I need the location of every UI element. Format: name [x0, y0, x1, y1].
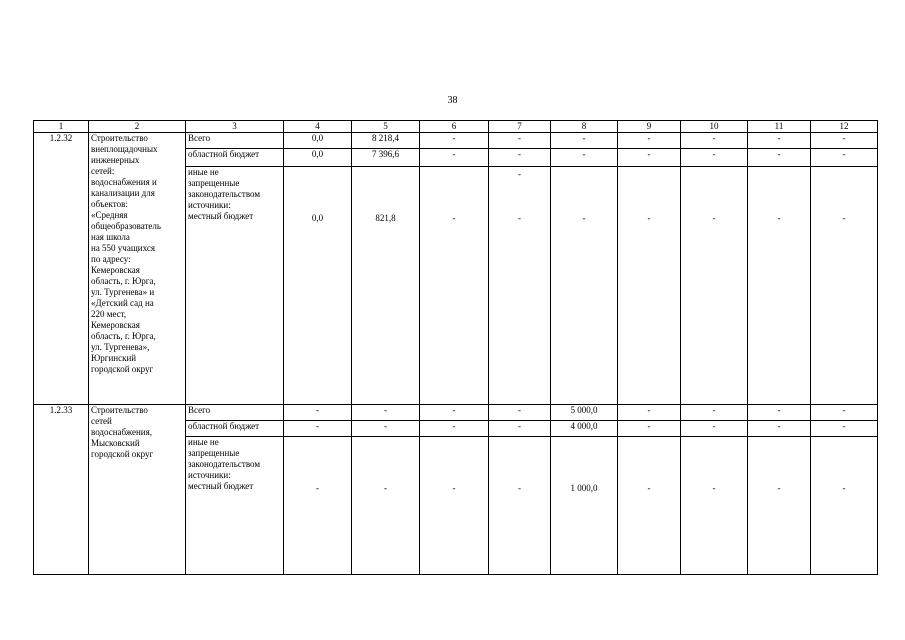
value-cell: - — [489, 405, 551, 421]
value-cell: - — [489, 133, 551, 149]
description-line: объектов: — [91, 199, 128, 209]
value-cell — [352, 167, 420, 405]
value-cell: 0,0 — [284, 133, 352, 149]
funding-source-line: Всего — [188, 405, 211, 415]
description-line: на 550 учащихся — [91, 243, 155, 253]
funding-source — [186, 421, 284, 437]
table-body — [34, 133, 878, 575]
funding-source — [186, 167, 284, 405]
value-cell: 7 396,6 — [352, 149, 420, 167]
header-cell: 5 — [352, 121, 420, 133]
description-line: ул. Тургенева», — [91, 342, 150, 352]
funding-source-line: иные не — [188, 167, 219, 177]
value-cell — [551, 167, 618, 405]
item-code: 1.2.32 — [34, 133, 89, 405]
value-cell — [420, 167, 489, 405]
page-number: 38 — [447, 95, 458, 106]
value-text: - — [452, 213, 456, 223]
funding-source-line: Всего — [188, 133, 211, 143]
header-row — [34, 121, 878, 133]
description-line: сетей — [91, 416, 112, 426]
value-cell — [681, 437, 748, 575]
value-cell — [489, 167, 551, 405]
value-cell — [618, 437, 681, 575]
funding-source — [186, 149, 284, 167]
value-cell — [618, 167, 681, 405]
value-text: - — [384, 483, 387, 493]
description-line: «Средняя — [91, 210, 128, 220]
funding-source-line: источники: — [188, 470, 231, 480]
table-row — [34, 405, 878, 421]
value-cell: - — [681, 149, 748, 167]
value-text: - — [316, 483, 319, 493]
value-cell: - — [618, 421, 681, 437]
value-cell — [420, 437, 489, 575]
description-line: ная школа — [91, 232, 130, 242]
header-cell: 12 — [811, 121, 878, 133]
funding-source-line: источники: — [188, 200, 231, 210]
value-cell: - — [748, 133, 811, 149]
description-line: городской округ — [91, 364, 154, 374]
value-text: 0,0 — [311, 213, 324, 223]
value-text: - — [842, 483, 846, 493]
value-text: - — [712, 213, 716, 223]
value-cell — [551, 437, 618, 575]
value-cell: - — [618, 133, 681, 149]
value-cell: - — [681, 405, 748, 421]
value-text: - — [842, 213, 846, 223]
header-cell: 2 — [89, 121, 186, 133]
funding-source-line: иные не — [188, 437, 219, 447]
item-description — [89, 133, 186, 405]
value-cell: - — [420, 133, 489, 149]
value-cell: - — [811, 149, 878, 167]
value-cell: - — [420, 405, 489, 421]
value-cell — [352, 437, 420, 575]
header-cell: 1 — [34, 121, 89, 133]
description-line: Кемеровская — [91, 320, 140, 330]
description-line: внеплощадочных — [91, 144, 158, 154]
value-text: - — [518, 213, 521, 223]
value-text: - — [518, 483, 521, 493]
value-cell: - — [811, 421, 878, 437]
description-line: водоснабжения и — [91, 177, 157, 187]
header-cell: 9 — [618, 121, 681, 133]
value-cell: - — [811, 133, 878, 149]
value-cell: - — [489, 149, 551, 167]
value-cell — [489, 437, 551, 575]
value-cell: 5 000,0 — [551, 405, 618, 421]
value-cell — [284, 167, 352, 405]
header-cell: 7 — [489, 121, 551, 133]
value-text: - — [777, 213, 781, 223]
description-line: ул. Тургенева» и — [91, 287, 155, 297]
value-text: - — [647, 213, 651, 223]
value-cell: - — [748, 405, 811, 421]
value-cell: - — [748, 149, 811, 167]
value-cell: - — [748, 421, 811, 437]
description-line: Кемеровская — [91, 265, 140, 275]
funding-source-line: областной бюджет — [188, 421, 260, 431]
header-cell: 8 — [551, 121, 618, 133]
header-cell: 10 — [681, 121, 748, 133]
description-line: канализации для — [91, 188, 155, 198]
description-line: общеобразователь — [91, 221, 161, 231]
header-cell: 4 — [284, 121, 352, 133]
value-text: - — [712, 483, 716, 493]
description-line: 220 мест, — [91, 309, 127, 319]
value-cell: - — [618, 405, 681, 421]
description-line: область, г. Юрга, — [91, 331, 156, 341]
value-cell — [748, 437, 811, 575]
description-line: по адресу: — [91, 254, 131, 264]
value-cell: - — [489, 421, 551, 437]
description-line: Строительство — [91, 133, 148, 143]
value-cell: - — [420, 421, 489, 437]
value-cell: - — [681, 133, 748, 149]
value-text: - — [582, 213, 586, 223]
value-text: - — [452, 483, 456, 493]
description-line: городской округ — [91, 449, 154, 459]
value-text: - — [647, 483, 651, 493]
funding-source-line: запрещенные — [188, 178, 240, 188]
description-line: Юргинский — [91, 353, 137, 363]
value-cell: - — [284, 421, 352, 437]
funding-source-line: местный бюджет — [188, 481, 254, 491]
value-cell — [681, 167, 748, 405]
value-cell: - — [681, 421, 748, 437]
value-text: 1 000,0 — [570, 483, 598, 493]
funding-source-line: запрещенные — [188, 448, 240, 458]
funding-source-line: областной бюджет — [188, 149, 260, 159]
value-cell: 0,0 — [284, 149, 352, 167]
description-line: инженерных — [91, 155, 140, 165]
funding-source-line: законодательством — [188, 459, 261, 469]
value-cell: - — [811, 405, 878, 421]
funding-source-line: местный бюджет — [188, 211, 254, 221]
funding-source — [186, 133, 284, 149]
item-code: 1.2.33 — [34, 405, 89, 575]
value-cell: - — [352, 421, 420, 437]
description-line: Строительство — [91, 405, 148, 415]
description-line: «Детский сад на — [91, 298, 154, 308]
value-cell: 4 000,0 — [551, 421, 618, 437]
value-cell: - — [618, 149, 681, 167]
description-line: сетей: — [91, 166, 115, 176]
description-line: область, г. Юрга, — [91, 276, 156, 286]
description-line: водоснабжения, — [91, 427, 153, 437]
budget-table — [33, 120, 878, 575]
table-row — [34, 133, 878, 149]
header-cell: 11 — [748, 121, 811, 133]
value-text: - — [777, 483, 781, 493]
value-cell: - — [420, 149, 489, 167]
item-description — [89, 405, 186, 575]
funding-source-line: законодательством — [188, 189, 261, 199]
value-cell: - — [352, 405, 420, 421]
funding-source — [186, 405, 284, 421]
header-cell: 3 — [186, 121, 284, 133]
value-cell: 8 218,4 — [352, 133, 420, 149]
value-cell: - — [551, 133, 618, 149]
value-cell — [811, 167, 878, 405]
header-cell: 6 — [420, 121, 489, 133]
value-text: 821,8 — [375, 213, 396, 223]
funding-source — [186, 437, 284, 575]
value-cell: - — [284, 405, 352, 421]
value-cell: - — [551, 149, 618, 167]
value-cell — [748, 167, 811, 405]
value-cell — [284, 437, 352, 575]
value-cell — [811, 437, 878, 575]
extra-dash: - — [518, 169, 521, 179]
description-line: Мысковский — [91, 438, 140, 448]
